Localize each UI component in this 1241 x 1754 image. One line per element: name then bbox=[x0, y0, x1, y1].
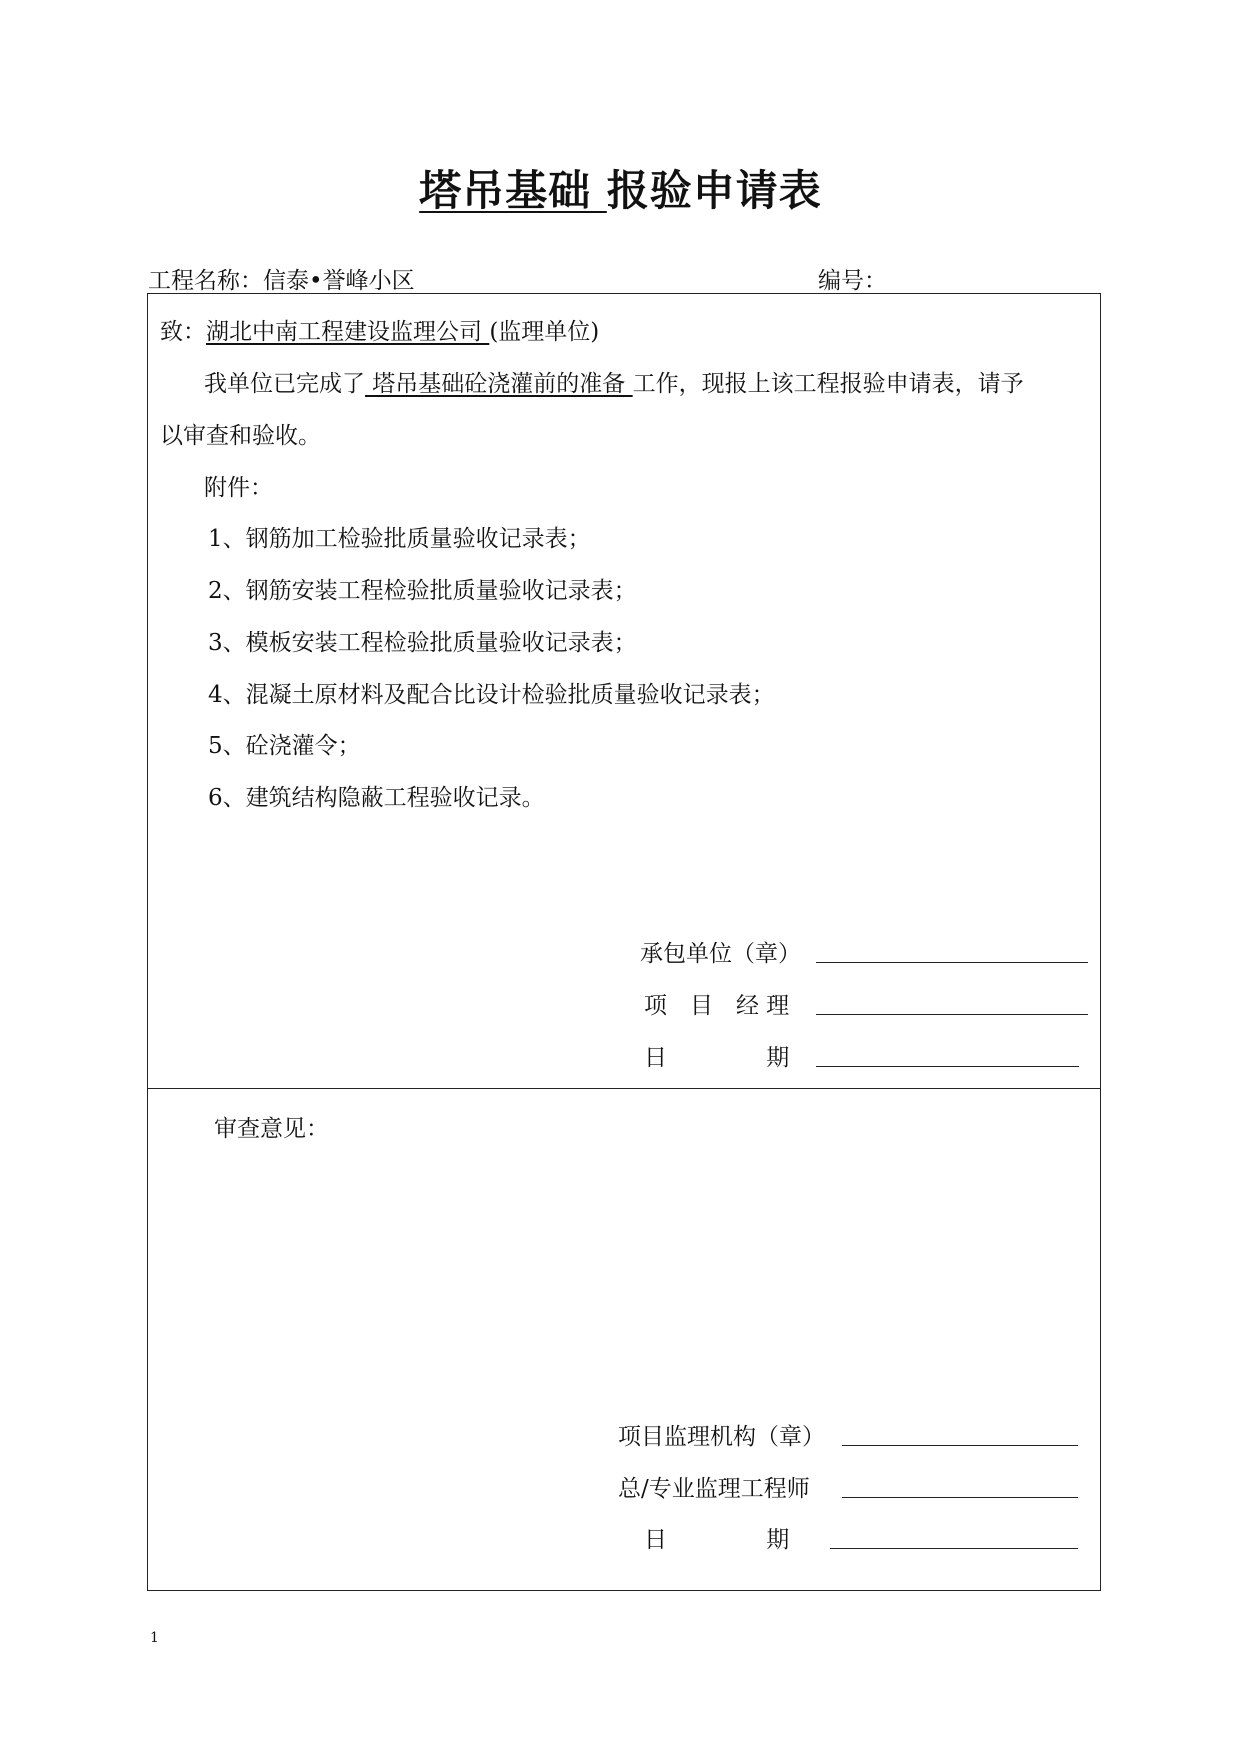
attachments-label: 附件： bbox=[204, 475, 273, 501]
review-date-label: 日 期 bbox=[644, 1527, 790, 1553]
contractor-date-label: 日 期 bbox=[644, 1045, 790, 1071]
attachment-item: 2、钢筋安装工程检验批质量验收记录表； bbox=[208, 578, 637, 604]
manager-signature-line[interactable] bbox=[816, 1014, 1088, 1015]
to-label: 致： bbox=[160, 319, 206, 345]
page-number: 1 bbox=[150, 1630, 159, 1646]
title-rest: 报验申请表 bbox=[606, 166, 822, 215]
attachment-item: 5、砼浇灌令； bbox=[208, 733, 361, 759]
para-suffix: 工作，现报上该工程报验申请表，请予 bbox=[632, 371, 1024, 397]
form-frame bbox=[147, 293, 1101, 1591]
engineer-label: 总/专业监理工程师 bbox=[618, 1476, 810, 1502]
project-label: 工程名称： bbox=[148, 268, 263, 294]
para-prefix: 我单位已完成了 bbox=[204, 371, 365, 397]
to-suffix: (监理单位) bbox=[489, 319, 600, 345]
attachment-item: 6、建筑结构隐蔽工程验收记录。 bbox=[208, 785, 545, 811]
attachment-item: 4、混凝土原材料及配合比设计检验批质量验收记录表； bbox=[208, 682, 775, 708]
contractor-date-line[interactable] bbox=[816, 1066, 1079, 1067]
paragraph-line2: 以审查和验收。 bbox=[160, 423, 321, 449]
attachment-item: 3、模板安装工程检验批质量验收记录表； bbox=[208, 630, 637, 656]
review-opinion-label: 审查意见： bbox=[214, 1116, 329, 1142]
title-underlined: 塔吊基础 bbox=[419, 166, 607, 215]
section-divider bbox=[147, 1088, 1101, 1089]
number-label: 编号： bbox=[818, 268, 887, 294]
contractor-label: 承包单位（章） bbox=[640, 941, 801, 967]
paragraph-line1 bbox=[204, 365, 1024, 398]
to-unit: 湖北中南工程建设监理公司 bbox=[206, 319, 490, 345]
review-date-line[interactable] bbox=[830, 1548, 1078, 1549]
para-work: 塔吊基础砼浇灌前的准备 bbox=[365, 371, 633, 397]
attachment-item: 1、钢筋加工检验批质量验收记录表； bbox=[208, 526, 591, 552]
supervision-org-signature-line[interactable] bbox=[842, 1445, 1078, 1446]
manager-label: 项 目 经 理 bbox=[644, 993, 790, 1019]
project-name: 信泰•誉峰小区 bbox=[263, 268, 415, 294]
form-title bbox=[0, 158, 1241, 218]
engineer-signature-line[interactable] bbox=[842, 1497, 1078, 1498]
recipient-line bbox=[160, 313, 599, 346]
contractor-signature-line[interactable] bbox=[816, 962, 1088, 963]
project-name-row bbox=[148, 262, 415, 295]
supervision-org-label: 项目监理机构（章） bbox=[618, 1424, 825, 1450]
